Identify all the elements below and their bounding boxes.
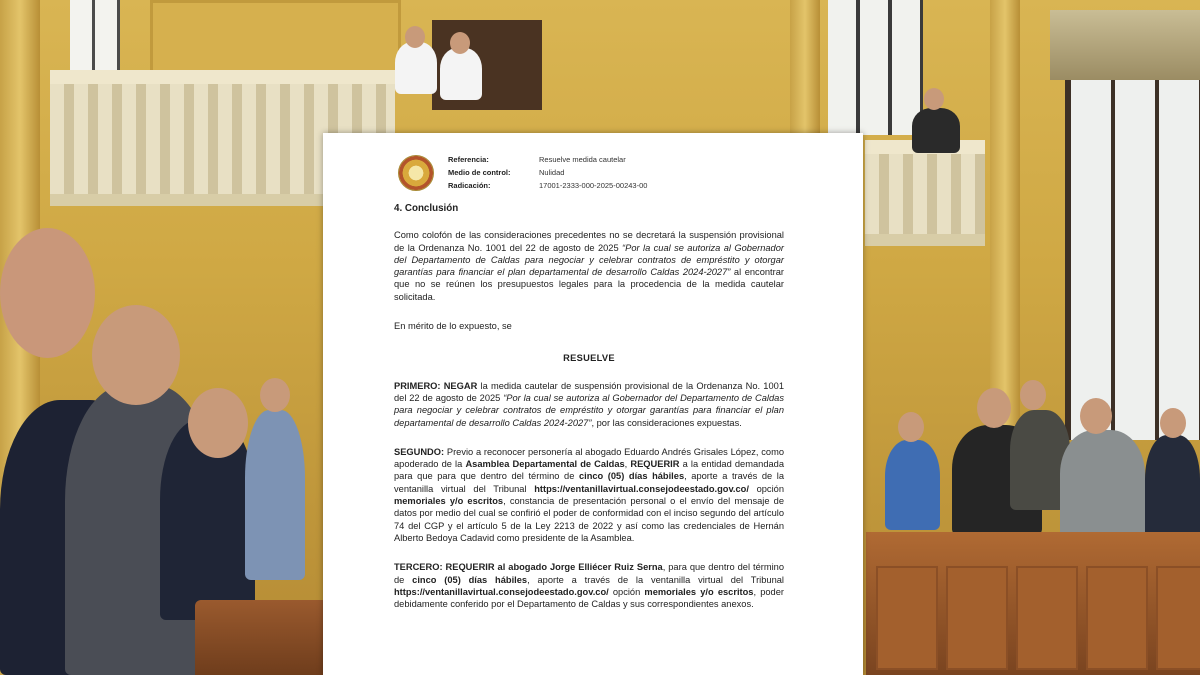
- meta-label: Referencia:: [448, 155, 489, 164]
- window-large-right: [1065, 80, 1200, 440]
- person: [1145, 435, 1200, 545]
- meta-value: Resuelve medida cautelar: [539, 155, 626, 164]
- court-document-page: [323, 133, 863, 675]
- text: ,: [624, 459, 631, 470]
- bold-text: cinco (05) días hábiles: [412, 574, 528, 585]
- meta-row-medio-de-control: [448, 166, 647, 179]
- text: , aporte a través de la ventanilla virtual del Tribunal: [394, 471, 784, 494]
- wall-panel: [150, 0, 401, 76]
- window-upper-right: [828, 0, 923, 135]
- person-head: [260, 378, 290, 412]
- person-head: [924, 88, 944, 110]
- colombia-coat-of-arms-icon: [398, 155, 434, 191]
- bold-text: NEGAR: [440, 380, 478, 391]
- meta-value: Nulidad: [539, 168, 565, 177]
- person-head: [1020, 380, 1046, 410]
- text: opción: [748, 483, 784, 494]
- person: [245, 410, 305, 580]
- person-head: [450, 32, 470, 54]
- section-title: 4. Conclusión: [394, 203, 459, 214]
- bold-text: Asamblea Departamental de Caldas: [465, 459, 625, 470]
- person-head: [92, 305, 180, 405]
- intro-paragraph: En mérito de lo expuesto, se: [394, 321, 512, 332]
- text: opción: [608, 586, 645, 597]
- text: , poder debidamente conferido por el Departamento de Caldas y sus correspondientes anexos.: [394, 586, 784, 610]
- text: la medida cautelar de suspensión provisional de la Ordenanza No. 1001 del 22 de agosto de 2025: [394, 380, 784, 403]
- url-text: https://ventanillavirtual.consejodeestado.gov.co/: [394, 586, 609, 597]
- ordinance-title: “Por la cual se autoriza al Gobernador del Departamento de Caldas para negociar y celebrar contratos de empréstito y otorgar garantías para financiar el plan departamental de desarrollo Caldas 2024-2027”: [394, 392, 784, 428]
- desk-panel: [1086, 566, 1148, 670]
- bold-text: memoriales y/o escritos: [394, 496, 504, 507]
- desk-panel: [876, 566, 938, 670]
- balcony-balustrade-right: [865, 140, 985, 246]
- segundo-paragraph: [394, 446, 784, 544]
- bold-text: REQUERIR: [630, 459, 680, 470]
- text: , constancia de presentación personal o el envío del mensaje de datos por medio del cual se confirió el poder de conformidad con el inciso segundo del artículo 74 del CGP y el artículo 5 de la Ley 2213 de 2022 y así como las credenciales de Hernán Alberto Bedoya Cadavid como presidente de la Asamblea.: [394, 496, 784, 543]
- text: Previo a reconocer personería al abogado Eduardo Andrés Grisales López, como apoderado de la: [394, 446, 784, 470]
- tercero-paragraph: [394, 561, 784, 610]
- person: [912, 108, 960, 153]
- meta-label: Medio de control:: [448, 168, 511, 177]
- bold-text: cinco (05) días hábiles: [578, 471, 685, 482]
- resolve-heading: RESUELVE: [563, 353, 615, 364]
- bold-text: REQUERIR al abogado Jorge Elliécer Ruiz Serna: [442, 562, 663, 573]
- person: [1060, 430, 1145, 540]
- url-text: https://ventanillavirtual.consejodeestado.gov.co/: [534, 483, 749, 494]
- person-head: [188, 388, 248, 458]
- desk-panel: [1156, 566, 1200, 670]
- ordinance-title: “Por la cual se autoriza al Gobernador del Departamento de Caldas para negociar y celebrar contratos de empréstito y otorgar garantías para financiar el plan departamental de desarrollo Caldas 2024-2027”: [394, 242, 784, 278]
- person-head: [1080, 398, 1112, 434]
- meta-value: 17001-2333-000-2025-00243-00: [539, 181, 648, 190]
- bold-text: memoriales y/o escritos: [644, 586, 754, 597]
- clause-label: SEGUNDO:: [394, 446, 445, 457]
- text: a la entidad demandada para que para que dentro del término de: [394, 459, 784, 482]
- person-head: [0, 228, 95, 358]
- person-head: [405, 26, 425, 48]
- person-head: [1160, 408, 1186, 438]
- wall-ornament: [1050, 10, 1200, 80]
- desk-panel: [946, 566, 1008, 670]
- text: , aporte a través de la ventanilla virtual del Tribunal: [527, 574, 784, 585]
- text: , para que dentro del término de: [394, 562, 784, 585]
- text: Como colofón de las consideraciones precedentes no se decretará la suspensión provisional de la Ordenanza No. 1001 del 22 de agosto de 2025: [394, 230, 784, 253]
- document-header: [398, 153, 818, 193]
- clause-label: TERCERO:: [394, 562, 443, 573]
- meta-row-radicacion: [448, 179, 647, 192]
- person-head: [898, 412, 924, 442]
- person: [395, 42, 437, 94]
- conclusion-paragraph: [394, 229, 784, 303]
- person: [885, 440, 940, 530]
- meta-row-referencia: [448, 153, 647, 166]
- desk-panel: [1016, 566, 1078, 670]
- person-head: [977, 388, 1011, 428]
- window-left: [70, 0, 120, 70]
- desk-left: [195, 600, 325, 675]
- desk-right: [866, 532, 1200, 675]
- text: , por las consideraciones expuestas.: [591, 417, 742, 428]
- primero-paragraph: [394, 380, 784, 429]
- clause-label: PRIMERO:: [394, 380, 441, 391]
- document-metadata: [448, 153, 647, 192]
- person: [440, 48, 482, 100]
- meta-label: Radicación:: [448, 181, 491, 190]
- text: al encontrar que no se reúnen los presupuestos legales para la procedencia de la medida cautelar solicitada.: [394, 267, 784, 302]
- document-body: [394, 203, 784, 627]
